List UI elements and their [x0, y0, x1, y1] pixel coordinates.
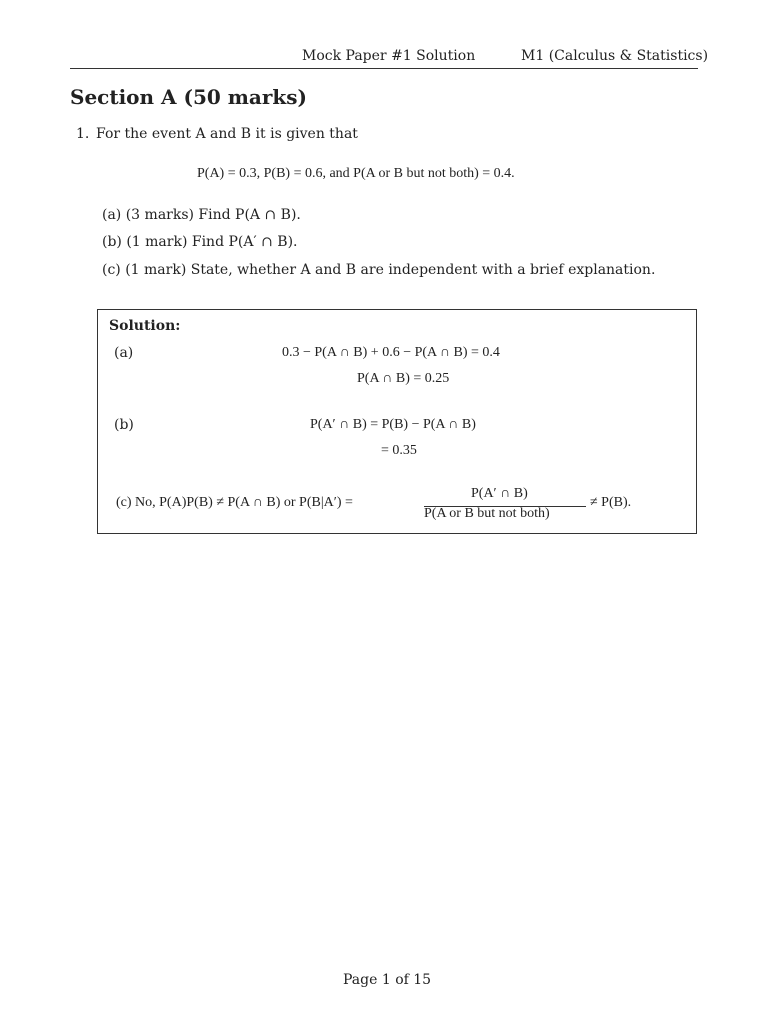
- solution-c-tail: ≠ P(B).: [590, 495, 632, 510]
- fraction-denominator: P(A or B but not both): [424, 506, 550, 521]
- solution-c-text: (c) No, P(A)P(B) ≠ P(A ∩ B) or P(B|A′) =: [116, 495, 353, 510]
- solution-a-equation-2: P(A ∩ B) = 0.25: [357, 371, 450, 386]
- solution-a-label: (a): [114, 345, 134, 361]
- question-part-b: (b) (1 mark) Find P(A′ ∩ B).: [102, 234, 298, 250]
- question-number: 1.: [76, 126, 90, 142]
- solution-b-equation-2: = 0.35: [381, 443, 417, 458]
- given-probabilities: P(A) = 0.3, P(B) = 0.6, and P(A or B but not both) = 0.4.: [197, 166, 515, 181]
- solution-title: Solution:: [109, 318, 181, 334]
- solution-a-equation-1: 0.3 − P(A ∩ B) + 0.6 − P(A ∩ B) = 0.4: [282, 345, 500, 360]
- question-text: For the event A and B it is given that: [96, 126, 358, 142]
- header-rule: [70, 68, 698, 69]
- page-number: Page 1 of 15: [343, 972, 432, 988]
- header-right: M1 (Calculus & Statistics): [521, 48, 709, 64]
- fraction-numerator: P(A′ ∩ B): [471, 486, 528, 501]
- solution-b-equation-1: P(A′ ∩ B) = P(B) − P(A ∩ B): [310, 417, 476, 432]
- question-part-c: (c) (1 mark) State, whether A and B are independent with a brief explanation.: [102, 262, 656, 278]
- question-part-a: (a) (3 marks) Find P(A ∩ B).: [102, 207, 301, 223]
- header-left: Mock Paper #1 Solution: [302, 48, 476, 64]
- solution-b-label: (b): [114, 417, 134, 433]
- section-title: Section A (50 marks): [70, 85, 308, 109]
